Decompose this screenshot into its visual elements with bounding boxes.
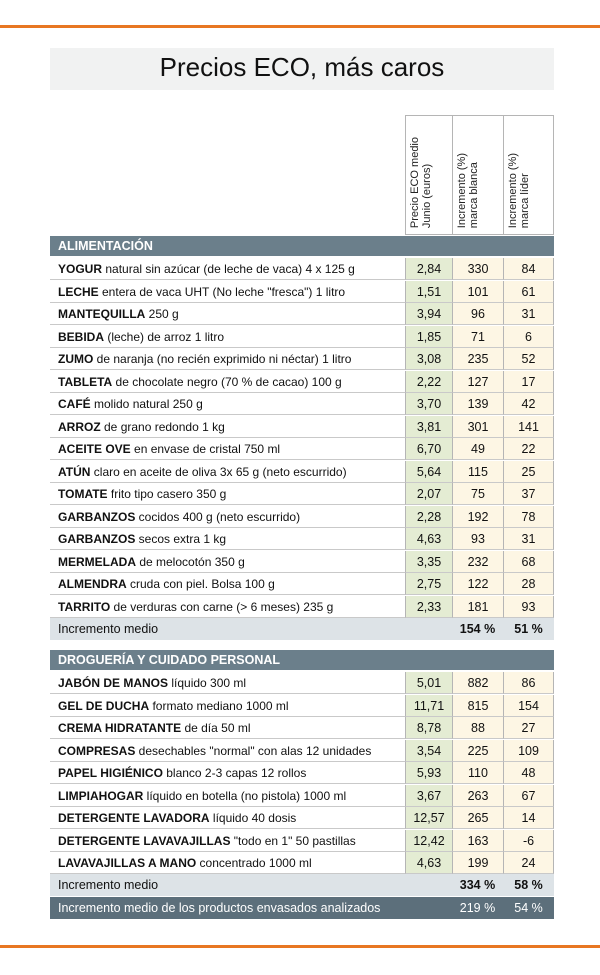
table-row	[50, 852, 554, 874]
product-description: molido natural 250 g	[90, 397, 203, 411]
section-header: DROGUERÍA Y CUIDADO PERSONAL	[50, 650, 554, 670]
product-description: natural sin azúcar (de leche de vaca) 4 x 125 g	[102, 262, 355, 276]
average-marca-lider: 51 %	[514, 621, 543, 636]
product-label	[50, 303, 405, 325]
marca-lider-increase-cell: 154	[503, 695, 554, 717]
table-row	[50, 830, 554, 852]
product-description: de chocolate negro (70 % de cacao) 100 g	[112, 374, 342, 389]
eco-price-cell: 5,64	[405, 461, 452, 483]
product-name: GARBANZOS	[58, 509, 136, 524]
marca-blanca-increase-cell: 815	[452, 695, 503, 717]
total-label: Incremento medio de los productos envasados analizados	[58, 900, 381, 915]
product-name: ARROZ	[58, 419, 101, 434]
eco-price-cell: 2,75	[405, 573, 452, 595]
eco-price-cell: 2,33	[405, 596, 452, 618]
product-label	[50, 717, 405, 739]
bottom-orange-rule	[0, 945, 600, 948]
marca-lider-increase-cell: 78	[503, 506, 554, 528]
eco-price-cell: 12,57	[405, 807, 452, 829]
column-header-precio	[405, 115, 452, 235]
marca-lider-increase-cell: 67	[503, 785, 554, 807]
product-description: de grano redondo 1 kg	[100, 419, 225, 434]
marca-lider-increase-cell: 28	[503, 573, 554, 595]
product-label	[50, 326, 405, 348]
average-label: Incremento medio	[58, 878, 159, 892]
table-row	[50, 326, 554, 348]
eco-price-cell: 2,07	[405, 483, 452, 505]
total-marca-blanca: 219 %	[459, 900, 496, 915]
product-label	[50, 695, 405, 717]
table-row	[50, 258, 554, 280]
marca-blanca-increase-cell: 265	[452, 807, 503, 829]
marca-blanca-increase-cell: 235	[452, 348, 503, 370]
product-description: entera de vaca UHT (No leche "fresca") 1 litro	[98, 284, 346, 299]
product-name: DETERGENTE LAVADORA	[58, 811, 210, 825]
marca-blanca-increase-cell: 88	[452, 717, 503, 739]
marca-lider-increase-cell: 61	[503, 281, 554, 303]
product-name: ALMENDRA	[58, 577, 127, 591]
average-label: Incremento medio	[58, 621, 159, 636]
product-label	[50, 807, 405, 829]
product-description: 250 g	[145, 307, 179, 321]
column-header-line: Incremento (%)	[456, 152, 468, 228]
marca-lider-increase-cell: 22	[503, 438, 554, 460]
product-label	[50, 371, 405, 393]
eco-price-cell: 8,78	[405, 717, 452, 739]
table-row	[50, 438, 554, 460]
table-row	[50, 762, 554, 784]
table-row	[50, 740, 554, 762]
product-name: LECHE	[58, 284, 99, 299]
product-label	[50, 416, 405, 438]
product-description: secos extra 1 kg	[135, 532, 227, 546]
marca-lider-increase-cell: 24	[503, 852, 554, 874]
marca-lider-increase-cell: 141	[503, 416, 554, 438]
product-description: de día 50 ml	[181, 721, 251, 735]
eco-price-cell: 3,08	[405, 348, 452, 370]
product-name: ACEITE OVE	[58, 442, 131, 456]
eco-price-cell: 2,28	[405, 506, 452, 528]
table-row	[50, 573, 554, 595]
product-label	[50, 740, 405, 762]
marca-blanca-increase-cell: 49	[452, 438, 503, 460]
marca-blanca-increase-cell: 93	[452, 528, 503, 550]
column-header-marca-blanca	[452, 115, 503, 235]
product-label	[50, 393, 405, 415]
table-row	[50, 506, 554, 528]
product-name: DETERGENTE LAVAVAJILLAS	[58, 833, 231, 848]
marca-lider-increase-cell: 31	[503, 528, 554, 550]
marca-blanca-increase-cell: 163	[452, 830, 503, 852]
product-label	[50, 281, 405, 303]
product-name: YOGUR	[58, 262, 103, 276]
product-description: claro en aceite de oliva 3x 65 g (neto escurrido)	[90, 464, 347, 479]
marca-blanca-increase-cell: 199	[452, 852, 503, 874]
marca-lider-increase-cell: 27	[503, 717, 554, 739]
product-description: de melocotón 350 g	[136, 554, 245, 569]
marca-blanca-increase-cell: 301	[452, 416, 503, 438]
product-label	[50, 483, 405, 505]
column-header-line: Incremento (%)	[507, 152, 519, 228]
marca-blanca-increase-cell: 75	[452, 483, 503, 505]
product-name: CAFÉ	[58, 397, 91, 411]
top-orange-rule	[0, 25, 600, 28]
total-marca-lider: 54 %	[514, 900, 543, 915]
product-description: cruda con piel. Bolsa 100 g	[126, 577, 275, 591]
product-label	[50, 438, 405, 460]
product-label	[50, 348, 405, 370]
eco-price-cell: 3,67	[405, 785, 452, 807]
marca-blanca-increase-cell: 122	[452, 573, 503, 595]
table-row	[50, 528, 554, 550]
column-header-line: marca blanca	[468, 161, 480, 228]
marca-blanca-increase-cell: 181	[452, 596, 503, 618]
marca-lider-increase-cell: 6	[503, 326, 554, 348]
product-description: líquido 40 dosis	[209, 811, 297, 825]
table-row	[50, 461, 554, 483]
table-row	[50, 807, 554, 829]
marca-blanca-increase-cell: 71	[452, 326, 503, 348]
eco-price-cell: 1,51	[405, 281, 452, 303]
table-row	[50, 371, 554, 393]
marca-lider-increase-cell: 109	[503, 740, 554, 762]
product-name: MANTEQUILLA	[58, 307, 146, 321]
eco-price-cell: 5,93	[405, 762, 452, 784]
product-label	[50, 461, 405, 483]
product-name: BEBIDA	[58, 329, 105, 344]
product-description: concentrado 1000 ml	[196, 856, 312, 870]
marca-lider-increase-cell: 52	[503, 348, 554, 370]
product-name: TARRITO	[58, 599, 111, 614]
product-name: JABÓN DE MANOS	[58, 676, 169, 690]
table-row	[50, 672, 554, 694]
marca-lider-increase-cell: 48	[503, 762, 554, 784]
average-marca-blanca: 154 %	[459, 621, 496, 636]
marca-blanca-increase-cell: 232	[452, 551, 503, 573]
table-row	[50, 416, 554, 438]
product-label	[50, 258, 405, 280]
table-row	[50, 348, 554, 370]
marca-lider-increase-cell: 42	[503, 393, 554, 415]
product-name: PAPEL HIGIÉNICO	[58, 766, 163, 780]
eco-price-cell: 3,35	[405, 551, 452, 573]
chart-title: Precios ECO, más caros	[159, 52, 445, 82]
product-name: MERMELADA	[58, 554, 136, 569]
average-marca-lider: 58 %	[514, 878, 543, 892]
marca-blanca-increase-cell: 139	[452, 393, 503, 415]
marca-blanca-increase-cell: 127	[452, 371, 503, 393]
product-description: formato mediano 1000 ml	[149, 698, 289, 713]
average-marca-blanca: 334 %	[459, 878, 496, 892]
column-header-line: Precio ECO medio	[409, 136, 421, 228]
product-name: TOMATE	[58, 487, 108, 501]
product-description: desechables "normal" con alas 12 unidades	[135, 743, 372, 758]
product-label	[50, 762, 405, 784]
table-row	[50, 281, 554, 303]
table-row	[50, 717, 554, 739]
marca-lider-increase-cell: 25	[503, 461, 554, 483]
marca-lider-increase-cell: 31	[503, 303, 554, 325]
eco-price-cell: 6,70	[405, 438, 452, 460]
eco-price-cell: 3,81	[405, 416, 452, 438]
product-description: (leche) de arroz 1 litro	[104, 329, 225, 344]
marca-lider-increase-cell: -6	[503, 830, 554, 852]
product-name: TABLETA	[58, 374, 113, 389]
column-header-line: marca líder	[519, 172, 531, 228]
average-row	[50, 874, 554, 896]
marca-lider-increase-cell: 86	[503, 672, 554, 694]
product-name: GARBANZOS	[58, 532, 136, 546]
average-row	[50, 618, 554, 640]
product-description: líquido en botella (no pistola) 1000 ml	[143, 788, 347, 803]
marca-lider-increase-cell: 14	[503, 807, 554, 829]
marca-lider-increase-cell: 17	[503, 371, 554, 393]
product-label	[50, 852, 405, 874]
table-row	[50, 596, 554, 618]
product-name: COMPRESAS	[58, 743, 136, 758]
table-row	[50, 303, 554, 325]
product-label	[50, 672, 405, 694]
table-row	[50, 393, 554, 415]
marca-lider-increase-cell: 84	[503, 258, 554, 280]
marca-lider-increase-cell: 37	[503, 483, 554, 505]
table-row	[50, 483, 554, 505]
eco-price-cell: 4,63	[405, 528, 452, 550]
marca-blanca-increase-cell: 101	[452, 281, 503, 303]
product-name: ZUMO	[58, 352, 94, 366]
product-description: "todo en 1" 50 pastillas	[230, 833, 356, 848]
eco-price-cell: 11,71	[405, 695, 452, 717]
eco-price-cell: 5,01	[405, 672, 452, 694]
marca-blanca-increase-cell: 263	[452, 785, 503, 807]
column-header-marca-lider	[503, 115, 554, 235]
marca-blanca-increase-cell: 330	[452, 258, 503, 280]
marca-blanca-increase-cell: 115	[452, 461, 503, 483]
total-average-row	[50, 897, 554, 919]
product-name: ATÚN	[58, 464, 91, 479]
marca-blanca-increase-cell: 96	[452, 303, 503, 325]
product-name: LAVAVAJILLAS A MANO	[58, 856, 197, 870]
eco-price-cell: 3,94	[405, 303, 452, 325]
table-row	[50, 695, 554, 717]
section-header: ALIMENTACIÓN	[50, 236, 554, 256]
product-description: blanco 2-3 capas 12 rollos	[162, 766, 307, 780]
table-row	[50, 785, 554, 807]
eco-price-cell: 3,70	[405, 393, 452, 415]
product-description: frito tipo casero 350 g	[107, 487, 227, 501]
marca-blanca-increase-cell: 882	[452, 672, 503, 694]
product-label	[50, 830, 405, 852]
marca-lider-increase-cell: 93	[503, 596, 554, 618]
product-description: cocidos 400 g (neto escurrido)	[135, 509, 301, 524]
product-name: LIMPIAHOGAR	[58, 788, 144, 803]
product-description: de naranja (no recién exprimido ni néctar) 1 litro	[93, 352, 352, 366]
eco-price-cell: 3,54	[405, 740, 452, 762]
product-name: GEL DE DUCHA	[58, 698, 150, 713]
product-label	[50, 528, 405, 550]
eco-price-cell: 2,84	[405, 258, 452, 280]
product-description: de verduras con carne (> 6 meses) 235 g	[110, 599, 334, 614]
eco-price-cell: 12,42	[405, 830, 452, 852]
product-description: en envase de cristal 750 ml	[130, 442, 281, 456]
product-label	[50, 506, 405, 528]
table-row	[50, 551, 554, 573]
product-label	[50, 596, 405, 618]
eco-price-cell: 4,63	[405, 852, 452, 874]
product-name: CREMA HIDRATANTE	[58, 721, 182, 735]
product-label	[50, 551, 405, 573]
product-description: líquido 300 ml	[168, 676, 247, 690]
eco-price-cell: 2,22	[405, 371, 452, 393]
marca-blanca-increase-cell: 110	[452, 762, 503, 784]
column-header-line: Junio (euros)	[421, 163, 433, 228]
marca-blanca-increase-cell: 225	[452, 740, 503, 762]
marca-lider-increase-cell: 68	[503, 551, 554, 573]
marca-blanca-increase-cell: 192	[452, 506, 503, 528]
eco-price-cell: 1,85	[405, 326, 452, 348]
product-label	[50, 785, 405, 807]
product-label	[50, 573, 405, 595]
